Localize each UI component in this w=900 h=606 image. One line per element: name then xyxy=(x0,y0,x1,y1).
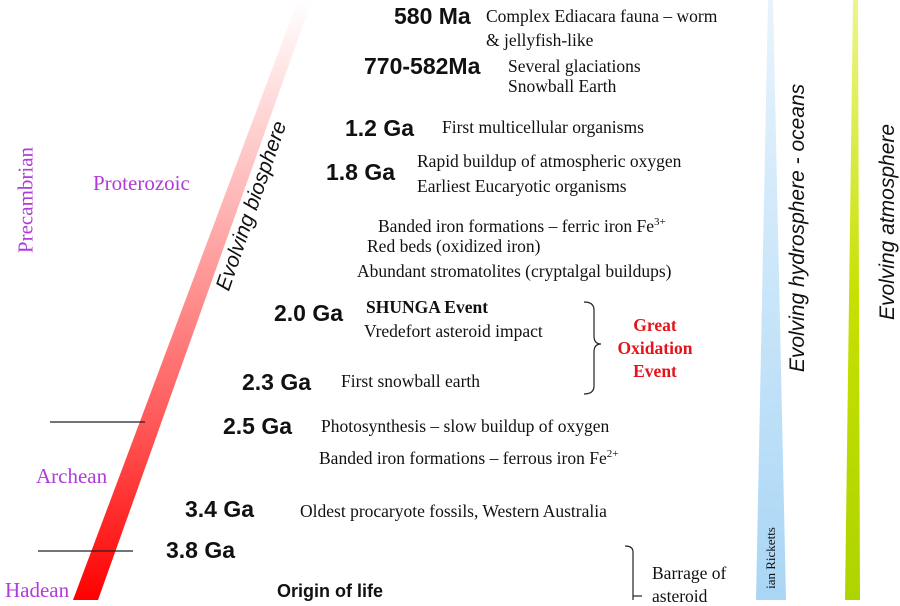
goe-line1: Great xyxy=(633,315,677,335)
goe-bracket xyxy=(584,302,601,394)
hadean-label: Hadean xyxy=(5,578,70,602)
barrage-line1: Barrage of xyxy=(652,563,727,583)
credit-label: ian Ricketts xyxy=(763,527,778,589)
event-red-beds: Red beds (oxidized iron) xyxy=(367,236,541,256)
age-1-2ga: 1.2 Ga xyxy=(345,115,415,141)
event-snowball: First snowball earth xyxy=(341,371,481,391)
hydrosphere-bar xyxy=(756,0,786,600)
event-bif-ferric-text: Banded iron formations – ferric iron Fe xyxy=(378,215,655,236)
event-procaryote: Oldest procaryote fossils, Western Australia xyxy=(300,501,607,521)
event-580ma-line2: & jellyfish-like xyxy=(486,30,594,50)
goe-line2: Oxidation xyxy=(617,338,693,358)
event-1-2ga-line1: First multicellular organisms xyxy=(442,117,644,137)
event-bif-ferric xyxy=(378,212,666,236)
age-580ma: 580 Ma xyxy=(394,3,471,29)
atmosphere-label: Evolving atmosphere xyxy=(876,123,899,321)
age-2-5ga: 2.5 Ga xyxy=(223,413,293,439)
age-3-4ga: 3.4 Ga xyxy=(185,496,255,522)
hydrosphere-label: Evolving hydrosphere - oceans xyxy=(786,83,809,373)
age-770-582ma: 770-582Ma xyxy=(364,53,481,79)
barrage-line2: asteroid xyxy=(652,586,708,606)
age-2-0ga: 2.0 Ga xyxy=(274,300,344,326)
age-1-8ga: 1.8 Ga xyxy=(326,159,396,185)
great-oxidation-event-label xyxy=(606,314,704,383)
precambrian-label: Precambrian xyxy=(13,146,38,254)
proterozoic-label: Proterozoic xyxy=(93,171,190,195)
event-770ma-line1: Several glaciations xyxy=(508,56,641,76)
age-3-8ga: 3.8 Ga xyxy=(166,537,236,563)
event-1-8ga-line2: Earliest Eucaryotic organisms xyxy=(417,176,627,196)
event-stromatolites: Abundant stromatolites (cryptalgal buildups) xyxy=(357,261,672,281)
archean-label: Archean xyxy=(36,464,108,488)
goe-line3: Event xyxy=(633,361,677,381)
event-1-8ga-line1: Rapid buildup of atmospheric oxygen xyxy=(417,151,682,171)
event-580ma-line1: Complex Ediacara fauna – worm xyxy=(486,6,718,26)
barrage-bracket xyxy=(625,546,633,600)
event-photosynthesis: Photosynthesis – slow buildup of oxygen xyxy=(321,416,610,436)
event-bif-ferrous xyxy=(319,444,618,468)
event-770ma-line2: Snowball Earth xyxy=(508,76,617,96)
atmosphere-bar xyxy=(845,0,860,600)
age-2-3ga: 2.3 Ga xyxy=(242,369,312,395)
ferric-superscript: 3+ xyxy=(654,216,666,228)
event-bif-ferrous-text: Banded iron formations – ferrous iron Fe xyxy=(319,447,607,468)
biosphere-label: Evolving biosphere xyxy=(211,118,292,294)
event-shunga: SHUNGA Event xyxy=(366,297,489,317)
ferrous-superscript: 2+ xyxy=(606,448,619,460)
event-vredefort: Vredefort asteroid impact xyxy=(364,321,543,341)
origin-of-life: Origin of life xyxy=(277,581,383,601)
